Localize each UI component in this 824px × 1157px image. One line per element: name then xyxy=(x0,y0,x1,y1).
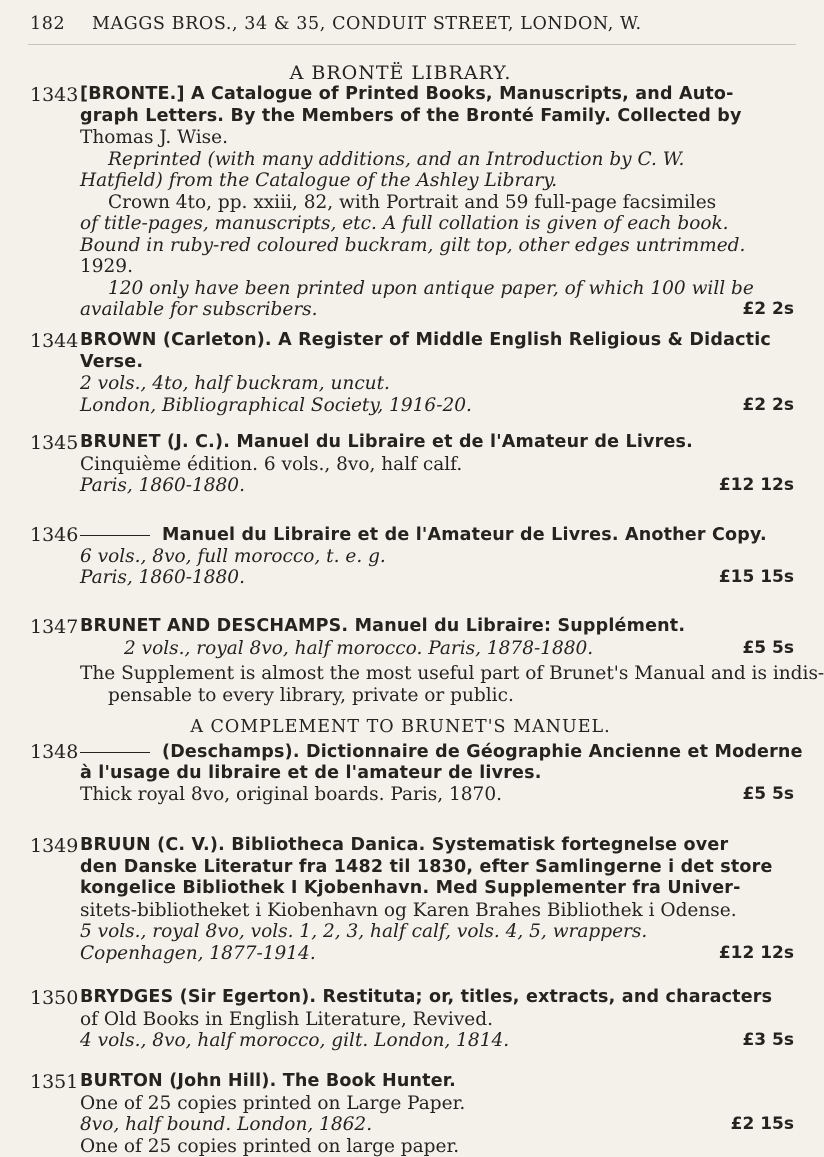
entry-note xyxy=(80,663,790,706)
lot-number: 1351 xyxy=(30,1071,78,1093)
entry-body xyxy=(80,616,794,659)
entry-line: 120 only have been printed upon antique paper, of which 100 will be xyxy=(80,278,794,300)
entry-line: Crown 4to, pp. xxiii, 82, with Portrait and 59 full-page facsimiles xyxy=(80,192,794,214)
entry-line: Thomas J. Wise. xyxy=(80,127,794,149)
entry-line: 8vo, half bound. London, 1862. xyxy=(80,1114,372,1135)
price: £5 5s xyxy=(742,638,794,660)
entry-line: Paris, 1860-1880. xyxy=(80,475,245,496)
entry-line: London, Bibliographical Society, 1916-20. xyxy=(80,395,472,416)
entry-line: 2 vols., royal 8vo, half morocco. Paris, 1878-1880. xyxy=(124,638,593,659)
entry-line: den Danske Literatur fra 1482 til 1830, efter Samlingerne i det store xyxy=(80,857,794,879)
entry-line: Hatfield) from the Catalogue of the Ashley Library. xyxy=(80,170,794,192)
note-line: The Supplement is almost the most useful part of Brunet's Manual and is indis- xyxy=(80,663,790,685)
entry-body xyxy=(80,330,794,416)
price: £5 5s xyxy=(742,784,794,806)
entry-line: of Old Books in English Literature, Revived. xyxy=(80,1009,794,1031)
entry-line: BROWN (Carleton). A Register of Middle English Religious & Didactic xyxy=(80,330,794,352)
lot-number: 1348 xyxy=(30,741,78,763)
lot-number: 1350 xyxy=(30,987,78,1009)
page-number: 182 xyxy=(30,14,92,34)
publisher-line: MAGGS BROS., 34 & 35, CONDUIT STREET, LONDON, W. xyxy=(92,14,642,34)
entry-line: (Deschamps). Dictionnaire de Géographie Ancienne et Moderne xyxy=(162,742,803,762)
lot-number: 1347 xyxy=(30,616,78,638)
entry-line: Thick royal 8vo, original boards. Paris, 1870. xyxy=(80,784,502,805)
entry-line: BRUNET AND DESCHAMPS. Manuel du Libraire: Supplément. xyxy=(80,616,794,638)
price: £12 12s xyxy=(719,943,794,965)
price: £2 15s xyxy=(731,1114,794,1136)
entry-line: 6 vols., 8vo, full morocco, t. e. g. xyxy=(80,546,794,568)
entry-line: sitets-bibliotheket i Kiobenhavn og Karen Brahes Bibliothek i Odense. xyxy=(80,900,794,922)
ditto-dash xyxy=(80,752,150,753)
lot-number: 1343 xyxy=(30,84,78,106)
entry-line: BRUUN (C. V.). Bibliotheca Danica. Systematisk fortegnelse over xyxy=(80,835,794,857)
price: £3 5s xyxy=(742,1030,794,1052)
entry-body xyxy=(80,741,794,806)
entry-body xyxy=(80,1071,794,1105)
entry-body xyxy=(80,987,794,1052)
lot-number: 1345 xyxy=(30,432,78,454)
entry-line: Bound in ruby-red coloured buckram, gilt top, other edges untrimmed. xyxy=(80,235,794,257)
entry-line: BRYDGES (Sir Egerton). Restituta; or, titles, extracts, and characters xyxy=(80,987,794,1009)
entry-line: Copenhagen, 1877-1914. xyxy=(80,943,316,964)
entry-line: available for subscribers. xyxy=(80,299,318,320)
entry-line: BRUNET (J. C.). Manuel du Libraire et de l'Amateur de Livres. xyxy=(80,432,794,454)
entry-body xyxy=(80,432,794,497)
price: £2 2s xyxy=(742,299,794,321)
price: £15 15s xyxy=(719,567,794,589)
entry-line: graph Letters. By the Members of the Bronté Family. Collected by xyxy=(80,106,794,128)
entry-line: Verse. xyxy=(80,352,794,374)
entry-line: 4 vols., 8vo, half morocco, gilt. London, 1814. xyxy=(80,1030,509,1051)
entry-body xyxy=(80,524,794,589)
entry-line: 5 vols., royal 8vo, vols. 1, 2, 3, half calf, vols. 4, 5, wrappers. xyxy=(80,921,794,943)
entry-line: Paris, 1860-1880. xyxy=(80,567,245,588)
entry-body xyxy=(80,84,794,321)
running-head xyxy=(30,14,790,34)
entry-line: Reprinted (with many additions, and an Introduction by C. W. xyxy=(80,149,794,171)
entry-line: 2 vols., 4to, half buckram, uncut. xyxy=(80,373,794,395)
entry-line: à l'usage du libraire et de l'amateur de livres. xyxy=(80,763,794,785)
entry-line: of title-pages, manuscripts, etc. A full collation is given of each book. xyxy=(80,213,794,235)
entry-line: One of 25 copies printed on Large Paper. xyxy=(80,1093,794,1115)
price: £12 12s xyxy=(719,475,794,497)
header-rule xyxy=(28,44,796,45)
subsection-heading: A COMPLEMENT TO BRUNET'S MANUEL. xyxy=(0,717,801,737)
ditto-dash xyxy=(80,535,150,536)
entry-body xyxy=(80,835,794,964)
lot-number: 1349 xyxy=(30,835,78,857)
note-line: pensable to every library, private or public. xyxy=(80,685,790,707)
entry-line: kongelice Bibliothek I Kjobenhavn. Med Supplementer fra Univer- xyxy=(80,878,794,900)
entry-line: One of 25 copies printed on large paper. xyxy=(80,1136,794,1157)
entry-line: [BRONTE.] A Catalogue of Printed Books, Manuscripts, and Auto- xyxy=(80,84,794,106)
lot-number: 1344 xyxy=(30,330,78,352)
lot-number: 1346 xyxy=(30,524,78,546)
entry-line: BURTON (John Hill). The Book Hunter. xyxy=(80,1071,794,1093)
entry-line: Cinquième édition. 6 vols., 8vo, half calf. xyxy=(80,454,794,476)
price: £2 2s xyxy=(742,395,794,417)
section-heading: A BRONTË LIBRARY. xyxy=(0,62,801,84)
entry-line: Manuel du Libraire et de l'Amateur de Livres. Another Copy. xyxy=(162,525,767,545)
entry-line: 1929. xyxy=(80,256,794,278)
